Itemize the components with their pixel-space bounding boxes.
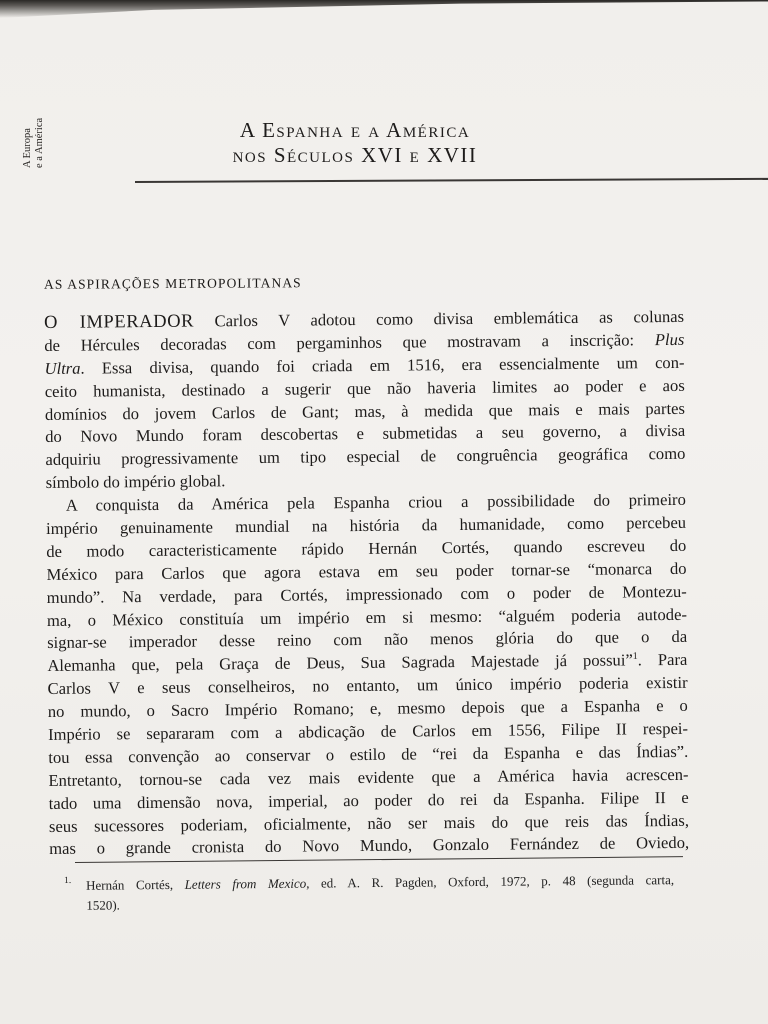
side-caption-line2: e a América <box>34 117 45 168</box>
body-line: ceito humanista, destinado a sugerir que não haveria limites ao poder e aos <box>44 375 685 401</box>
body-line: tado uma dimensão nova, imperial, ao poder do rei da Espanha. Filipe II e <box>48 787 689 813</box>
body-line: do Novo Mundo foram descobertas e submetidas a seu governo, a divisa <box>45 421 686 447</box>
body-line: Ultra. Essa divisa, quando foi criada em 1516, era essencialmente um con- <box>44 352 685 378</box>
footnote <box>64 870 674 916</box>
side-running-head <box>22 88 46 168</box>
body-line: de Hércules decoradas com pergaminhos que mostravam a inscrição: Plus <box>44 329 685 355</box>
body-line: A conquista da América pela Espanha criou a possibilidade do primeiro <box>65 489 686 515</box>
footnote-line: 1520). <box>86 897 120 913</box>
chapter-title-line2: nos Séculos XVI e XVII <box>232 143 478 167</box>
body-line: Império se separaram com a abdicação de Carlos em 1556, Filipe II respei- <box>47 718 689 745</box>
footnote-line: Hernán Cortés, Letters from Mexico, ed. A. R. Pagden, Oxford, 1972, p. 48 (segunda carta, <box>86 872 675 893</box>
body-line: império genuinamente mundial na história da humanidade, como percebeu <box>45 512 687 539</box>
body-line: México para Carlos que agora estava em seu poder tornar-se “monarca do <box>46 558 687 584</box>
body-line: seus sucessores poderiam, oficialmente, não ser mais do que reis das Índias, <box>48 810 689 836</box>
body-line: signar-se imperador desse reino com não menos glória do que o da <box>47 627 688 653</box>
body-line: domínios do jovem Carlos de Gant; mas, à medida que mais e mais partes <box>44 398 686 424</box>
body-line: ma, o México constituía um império em si mesmo: “alguém poderia autode- <box>46 604 688 630</box>
side-caption-line1: A Europa <box>22 128 33 168</box>
body-line: mas o grande cronista do Novo Mundo, Gonzalo Fernández de Oviedo, <box>49 833 690 859</box>
body-line: mundo”. Na verdade, para Cortés, impressionado com o poder de Montezu- <box>46 581 687 607</box>
title-rule <box>135 178 768 183</box>
body-line: adquiriu progressivamente um tipo especial de congruência geográfica como <box>45 444 686 470</box>
italic-phrase: Ultra <box>44 358 81 378</box>
body-line: símbolo do império global. <box>45 471 226 493</box>
section-heading: AS ASPIRAÇÕES METROPOLITANAS <box>43 275 302 292</box>
body-text <box>44 306 689 861</box>
body-line: no mundo, o Sacro Império Romano; e, mesmo depois que a Espanha e o <box>47 695 688 722</box>
page-edge-shadow <box>0 0 768 18</box>
body-line: tou essa convenção ao conservar o estilo de “rei da Espanha e das Índias”. <box>48 741 689 767</box>
lead-in: O IMPERADOR <box>44 311 195 333</box>
body-line: de modo caracteristicamente rápido Hernán Cortés, quando escreveu do <box>46 535 687 561</box>
footnote-book-title: Letters from Mexico <box>184 875 307 892</box>
body-line: Entretanto, tornou-se cada vez mais evidente que a América havia acrescen- <box>48 764 689 790</box>
italic-phrase: Plus <box>654 329 685 350</box>
body-line: Alemanha que, pela Graça de Deus, Sua Sagrada Majestade já possui”$^1$. Para <box>47 650 688 676</box>
body-line: O IMPERADOR Carlos V adotou como divisa emblemática as colunas <box>44 306 685 333</box>
chapter-title-line1: A Espanha e a América <box>239 118 471 142</box>
footnote-marker: 1 <box>632 651 638 663</box>
footnote-number: 1. <box>64 875 72 886</box>
body-line: Carlos V e seus conselheiros, no entanto, um único império poderia existir <box>47 673 688 699</box>
chapter-title <box>180 118 530 168</box>
